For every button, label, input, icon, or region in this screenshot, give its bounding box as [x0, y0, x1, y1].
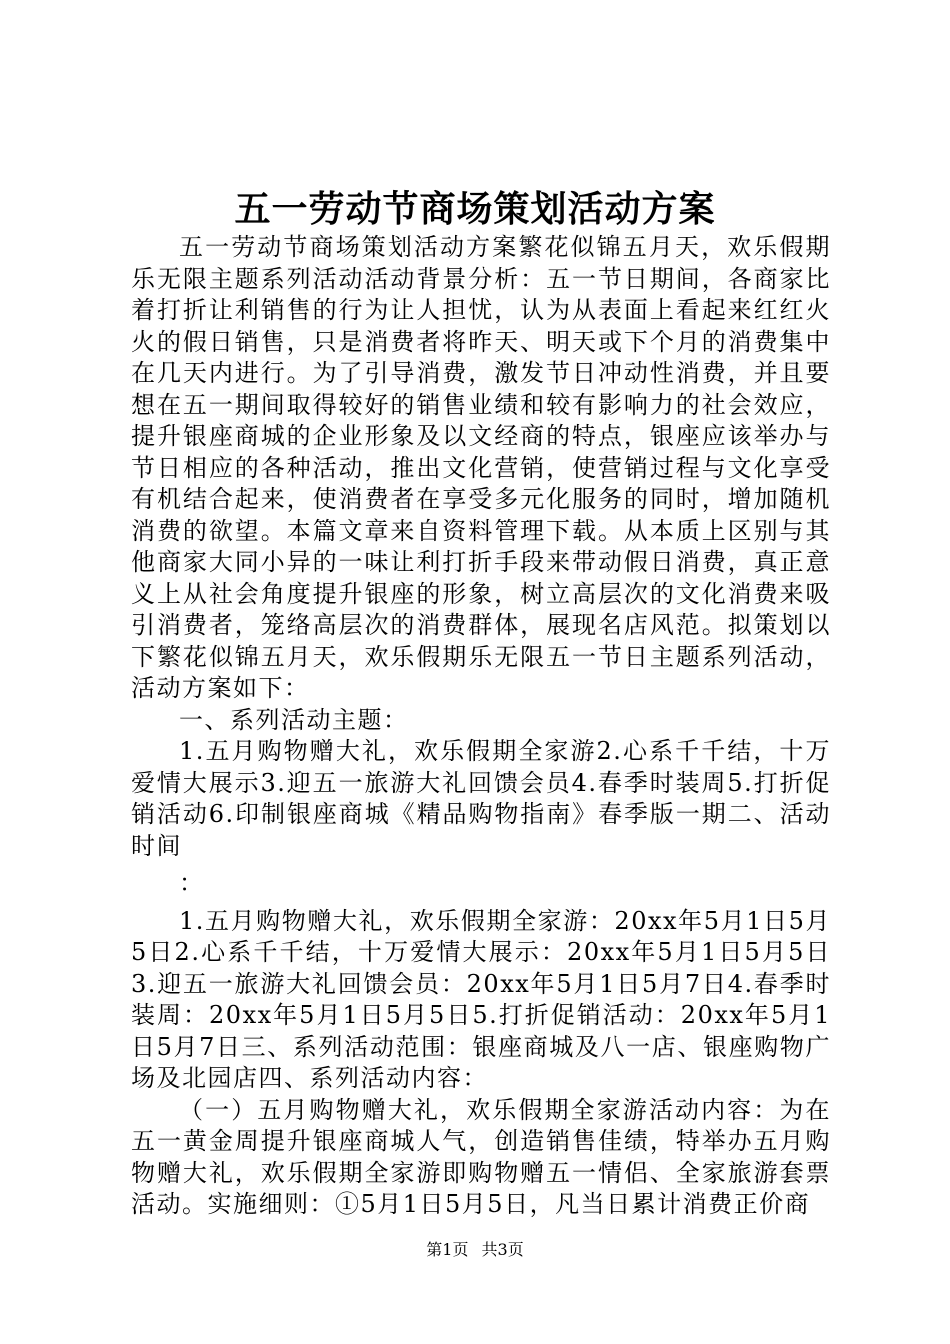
paragraph-activity-themes: 1.五月购物赠大礼，欢乐假期全家游2.心系千千结，十万爱情大展示3.迎五一旅游大礼回馈会员4.春季时装周5.打折促销活动6.印制银座商城《精品购物指南》春季版一期二、活动时间: [131, 737, 831, 860]
paragraph-intro: 五一劳动节商场策划活动方案繁花似锦五月天，欢乐假期乐无限主题系列活动活动背景分析：五一节日期间，各商家比着打折让利销售的行为让人担忧，认为从表面上看起来红红火火的假日销售，只是消费者将昨天、明天或下个月的消费集中在几天内进行。为了引导消费，激发节日冲动性消费，并且要想在五一期间取得较好的销售业绩和较有影响力的社会效应，提升银座商城的企业形象及以文经商的特点，银座应该举办与节日相应的各种活动，推出文化营销，使营销过程与文化享受有机结合起来，使消费者在享受多元化服务的同时，增加随机消费的欲望。本篇文章来自资料管理下载。从本质上区别与其他商家大同小异的一味让利打折手段来带动假日消费，真正意义上从社会角度提升银座的形象，树立高层次的文化消费来吸引消费者，笼络高层次的消费群体，展现名店风范。拟策划以下繁花似锦五月天，欢乐假期乐无限五一节日主题系列活动，活动方案如下：: [131, 233, 831, 702]
page-number: 第1页: [426, 1240, 469, 1259]
document-body: [131, 232, 831, 1221]
page-footer: [0, 1240, 950, 1260]
page-total: 共3页: [481, 1240, 524, 1259]
paragraph-colon: ：: [179, 869, 205, 897]
paragraph-activity-times: 1.五月购物赠大礼，欢乐假期全家游：20xx年5月1日5月5日2.心系千千结，十万爱情大展示：20xx年5月1日5月5日3.迎五一旅游大礼回馈会员：20xx年5月1日5月7日4.春季时装周：20xx年5月1日5月5日5.打折促销活动：20xx年5月1日5月7日三、系列活动范围：银座商城及八一店、银座购物广场及北园店四、系列活动内容：: [131, 906, 831, 1092]
paragraph-section-1-heading: 一、系列活动主题：: [179, 705, 409, 734]
document-title: 五一劳动节商场策划活动方案: [234, 188, 716, 230]
paragraph-activity-content: （一）五月购物赠大礼，欢乐假期全家游活动内容：为在五一黄金周提升银座商城人气，创造销售佳绩，特举办五月购物赠大礼，欢乐假期全家游即购物赠五一情侣、全家旅游套票活动。实施细则：①5月1日5月5日，凡当日累计消费正价商: [131, 1095, 831, 1218]
